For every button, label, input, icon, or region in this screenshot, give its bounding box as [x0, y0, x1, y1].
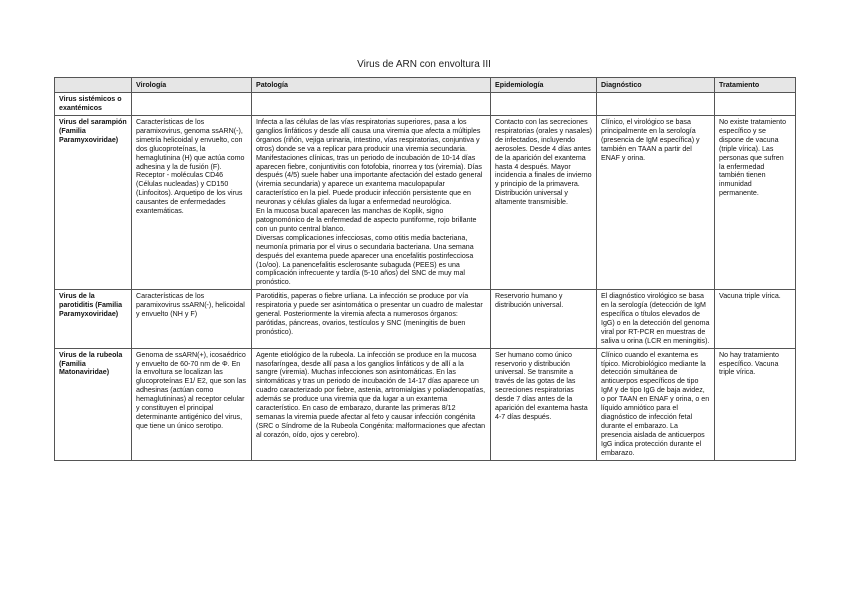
epidemiologia-cell: Contacto con las secreciones respiratorias (orales y nasales) de infectados, incluyendo aerosoles. Desde 4 días antes de la aparición del exantema hasta 4 después. Mayor incidencia a finales de invierno y principio de la primavera. Distribución universal y altamente transmisible. — [491, 116, 597, 290]
section-empty-cell — [491, 93, 597, 116]
header-virologia: Virología — [132, 78, 252, 93]
virologia-cell: Características de los paramixovirus, genoma ssARN(-), simetría helicoidal y envuelto, con dos glucoproteínas, la hemaglutinina (H) que actúa como adhesina y la de fusión (F). Receptor - moléculas CD46 (Células nucleadas) y CD150 (Linfocitos). Arquetipo de los virus causantes de enfermedades exantemáticas. — [132, 116, 252, 290]
tratamiento-cell: No hay tratamiento específico. Vacuna triple vírica. — [715, 348, 796, 460]
header-tratamiento: Tratamiento — [715, 78, 796, 93]
section-row — [55, 93, 796, 116]
table-row — [55, 348, 796, 460]
header-corner — [55, 78, 132, 93]
patologia-paragraph: Infecta a las células de las vías respiratorias superiores, pasa a los ganglios linfáticos y desde allí causa una viremia que afecta a múltiples órganos (riñón, vejiga urinaria, intestino, vías respiratorias, conjuntiva y otros) donde se va a replicar para producir una viremia secundaria. Manifestaciones clínicas, tras un periodo de incubación de 10-14 días aparecen fiebre, conjuntivitis con fotofobia, rinorrea y tos (viremia). Días después (4/5) suele haber una importante afectación del estado general (viremia secundaria) y aparece un exantema maculopapular característico en la piel. Puede producir infección persistente que en neuronas y células gliales da lugar a enfermedad neurológica. En la mucosa bucal aparecen las manchas de Koplik, signo patognomónico de la enfermedad de aspecto puntiforme, rojo brillante con un punto central blanco. Diversas complicaciones infecciosas, como otitis media bacteriana, neumonía primaria por el virus o secundaria bacteriana. Una semana después del exantema puede aparecer una encefalitis postinfecciosa (1o/oo). La panencefalitis esclerosante subaguda (PEES) es una complicación infrecuente y tardía (5-10 años) del SNC de muy mal pronóstico. — [256, 118, 483, 287]
virologia-cell: Características de los paramixovirus ssARN(-), helicoidal y envuelto (NH y F) — [132, 290, 252, 348]
header-patologia: Patología — [252, 78, 491, 93]
header-diagnostico: Diagnóstico — [597, 78, 715, 93]
document-title: Virus de ARN con envoltura III — [357, 59, 491, 70]
tratamiento-cell: Vacuna triple vírica. — [715, 290, 796, 348]
epidemiologia-cell: Ser humano como único reservorio y distribución universal. Se transmite a través de las gotas de las secreciones respiratorias desde 7 días antes de la aparición del exantema hasta 4-7 días después. — [491, 348, 597, 460]
virus-name: Virus de la rubeola (Familia Matonaviridae) — [55, 348, 132, 460]
header-epidemiologia: Epidemiología — [491, 78, 597, 93]
diagnostico-cell: El diagnóstico virológico se basa en la serología (detección de IgM específica o títulos elevados de IgG) o en la detección del genoma viral por RT-PCR en muestras de saliva u orina (LCR en meningitis). — [597, 290, 715, 348]
section-label: Virus sistémicos o exantémicos — [55, 93, 132, 116]
patologia-cell: Agente etiológico de la rubeola. La infección se produce en la mucosa nasofaríngea, desde allí pasa a los ganglios linfáticos y de allí a la sangre (viremia). Muchas infecciones son asintomáticas. En las sintomáticas y tras un periodo de incubación de 14-17 días aparece un cuadro caracterizado por fiebre, astenia, artromialgias y poliadenopatías, además se produce una viremia que da lugar a un exantema característico. En caso de embarazo, durante las primeras 8/12 semanas la viremia puede afectar al feto y causar infección congénita (SRC o Síndrome de la Rubeola Congénita: malformaciones que afectan al corazón, oído, ojos y cerebro). — [252, 348, 491, 460]
patologia-cell — [252, 116, 491, 290]
virus-name: Virus de la parotiditis (Familia Paramyxoviridae) — [55, 290, 132, 348]
header-row — [55, 78, 796, 93]
table-row — [55, 116, 796, 290]
section-empty-cell — [715, 93, 796, 116]
section-empty-cell — [597, 93, 715, 116]
diagnostico-cell: Clínico cuando el exantema es típico. Microbiológico mediante la detección simultánea de anticuerpos específicos de tipo IgM y de tipo IgG de baja avidez, o por TAAN en ENAF y orina, o en líquido amniótico para el diagnóstico de infección fetal durante el embarazo. La presencia aislada de anticuerpos IgG indica protección durante el embarazo. — [597, 348, 715, 460]
tratamiento-cell: No existe tratamiento específico y se dispone de vacuna (triple vírica). Las personas que sufren la enfermedad también tienen inmunidad permanente. — [715, 116, 796, 290]
section-empty-cell — [132, 93, 252, 116]
virus-table — [54, 77, 796, 461]
virus-name: Virus del sarampión (Familia Paramyxoviridae) — [55, 116, 132, 290]
virologia-cell: Genoma de ssARN(+), icosaédrico y envuelto de 60-70 nm de Φ. En la envoltura se localizan las glucoproteínas E1/ E2, que son las adhesinas (actúan como hemaglutininas) al receptor celular y constituyen el principal determinante antigénico del virus, que tiene un único serotipo. — [132, 348, 252, 460]
section-empty-cell — [252, 93, 491, 116]
epidemiologia-cell: Reservorio humano y distribución universal. — [491, 290, 597, 348]
diagnostico-cell: Clínico, el virológico se basa principalmente en la serología (presencia de IgM específica) y también en TAAN a partir del ENAF y orina. — [597, 116, 715, 290]
patologia-cell: Parotiditis, paperas o fiebre urliana. La infección se produce por vía respiratoria y puede ser asintomática o presentar un cuadro de malestar general. Posteriormente la viremia afecta a numerosos órganos: parótidas, páncreas, ovarios, testículos y SNC (meningitis de buen pronóstico). — [252, 290, 491, 348]
table-row — [55, 290, 796, 348]
